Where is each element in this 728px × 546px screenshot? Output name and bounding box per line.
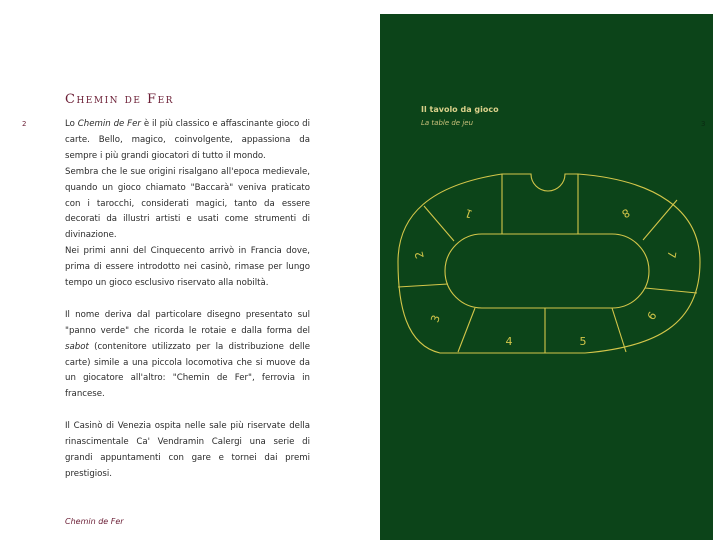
- paragraph-3: Nei primi anni del Cinquecento arrivò in Francia dove, prima di essere introdotto nei casinò, rimase per lungo tempo un gioco esclusivo riservato alla nobiltà.: [65, 246, 310, 289]
- seat-number-6: 6: [644, 309, 660, 323]
- table-outline: [398, 174, 700, 353]
- divider-2-3: [398, 284, 448, 287]
- inner-oval: [445, 234, 649, 308]
- page-number-left: 2: [22, 120, 27, 128]
- divider-6-7: [645, 288, 697, 293]
- seat-number-3: 3: [428, 313, 444, 325]
- divider-5-6: [612, 308, 626, 352]
- seat-number-8: 8: [619, 205, 633, 221]
- paragraph-2: Sembra che le sue origini risalgano all'epoca medievale, quando un gioco chiamato "Baccarà" veniva praticato con i tarocchi, considerati magici, tanto da essere decorati da illustri artisti e usati come strumenti di divinazione.: [65, 166, 310, 241]
- seat-number-2: 2: [412, 249, 427, 260]
- table-subtitle: La table de jeu: [421, 119, 474, 127]
- paragraph-4: Il nome deriva dal particolare disegno presentato sul "panno verde" che ricorda le rotaie e dalla forma del sabot (contenitore utilizzato per la distribuzione delle carte) simile a una piccola locomotiva che si muove da un giocatore all'altro: "Chemin de Fer", ferrovia in francese.: [65, 309, 310, 400]
- footer-running-title: Chemin de Fer: [65, 517, 124, 526]
- paragraph-1: Lo Chemin de Fer è il più classico e affascinante gioco di carte. Bello, magico, coinvolgente, appassiona da sempre i più grandi giocatori di tutto il mondo.: [65, 119, 310, 161]
- divider-1-2: [424, 206, 454, 241]
- seat-number-1: 1: [463, 205, 475, 221]
- paragraph-5: Il Casinò di Venezia ospita nelle sale più riservate della rinascimentale Ca' Vendramin Calergi una serie di grandi appuntamenti con gare e tornei dai premi prestigiosi.: [65, 421, 310, 479]
- seat-number-7: 7: [664, 250, 679, 260]
- seat-number-5: 5: [579, 335, 587, 348]
- section-title: Chemin de Fer: [65, 92, 174, 107]
- divider-3-4: [458, 308, 475, 352]
- table-title: Il tavolo da gioco: [421, 105, 499, 114]
- seat-number-4: 4: [505, 335, 513, 348]
- page-number-right: 3: [701, 120, 706, 128]
- divider-7-8: [643, 200, 677, 240]
